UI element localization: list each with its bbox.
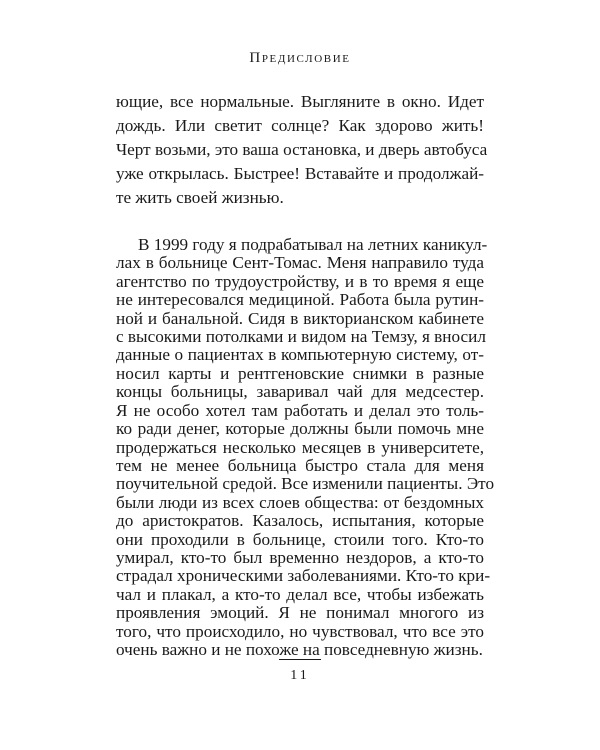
text-line: носил карты и рентгеновские снимки в разные [116,364,484,383]
text-line: очень важно и не похоже на повседневную жизнь. [116,640,483,659]
text-line: до аристократов. Казалось, испытания, которые [116,511,484,530]
text-line: ко ради денег, которые должны были помочь мне [116,419,484,438]
text-line: поучительной средой. Все изменили пациенты. Это [116,474,495,493]
text-line: продержаться несколько месяцев в университете, [116,438,484,457]
text-line: были люди из всех слоев общества: от бездомных [116,493,484,512]
text-line: Черт возьми, это ваша остановка, и дверь автобуса [116,140,488,159]
text-line: концы больницы, заваривал чай для медсестер. [116,382,484,401]
folio-rule [279,659,321,660]
text-line: агентство по трудоустройству, и в то время я еще [116,272,484,291]
text-line: дождь. Или светит солнце? Как здорово жить! [116,116,484,135]
text-line: уже открылась. Быстрее! Вставайте и продолжай- [116,164,484,183]
page-number: 11 [290,668,310,683]
text-line: лах в больнице Сент-Томас. Меня направило туда [116,253,484,272]
text-line: умирал, кто-то был временно нездоров, а кто-то [116,548,484,567]
text-line: ющие, все нормальные. Выгляните в окно. Идет [116,92,484,111]
text-line: тем не менее больница быстро стала для меня [116,456,484,475]
text-line: чал и плакал, а кто-то делал все, чтобы избежать [116,585,484,604]
text-line: те жить своей жизнью. [116,188,284,207]
text-line: они проходили в больнице, стоили того. Кто-то [116,530,484,549]
text-line: того, что происходило, но чувствовал, что все это [116,622,484,641]
text-line: ной и банальной. Сидя в викторианском кабинете [116,309,484,328]
text-line: не интересовался медициной. Работа была рутин- [116,290,484,309]
text-line: Я не особо хотел там работать и делал это толь- [116,401,484,420]
text-line: проявления эмоций. Я не понимал многого из [116,603,484,622]
text-line: страдал хроническими заболеваниями. Кто-то кри- [116,566,491,585]
text-line: В 1999 году я подрабатывал на летних каникул- [138,235,488,254]
text-line: с высокими потолками и видом на Темзу, я вносил [116,327,486,346]
text-line: данные о пациентах в компьютерную систему, от- [116,345,484,364]
running-head: Предисловие [249,50,351,66]
